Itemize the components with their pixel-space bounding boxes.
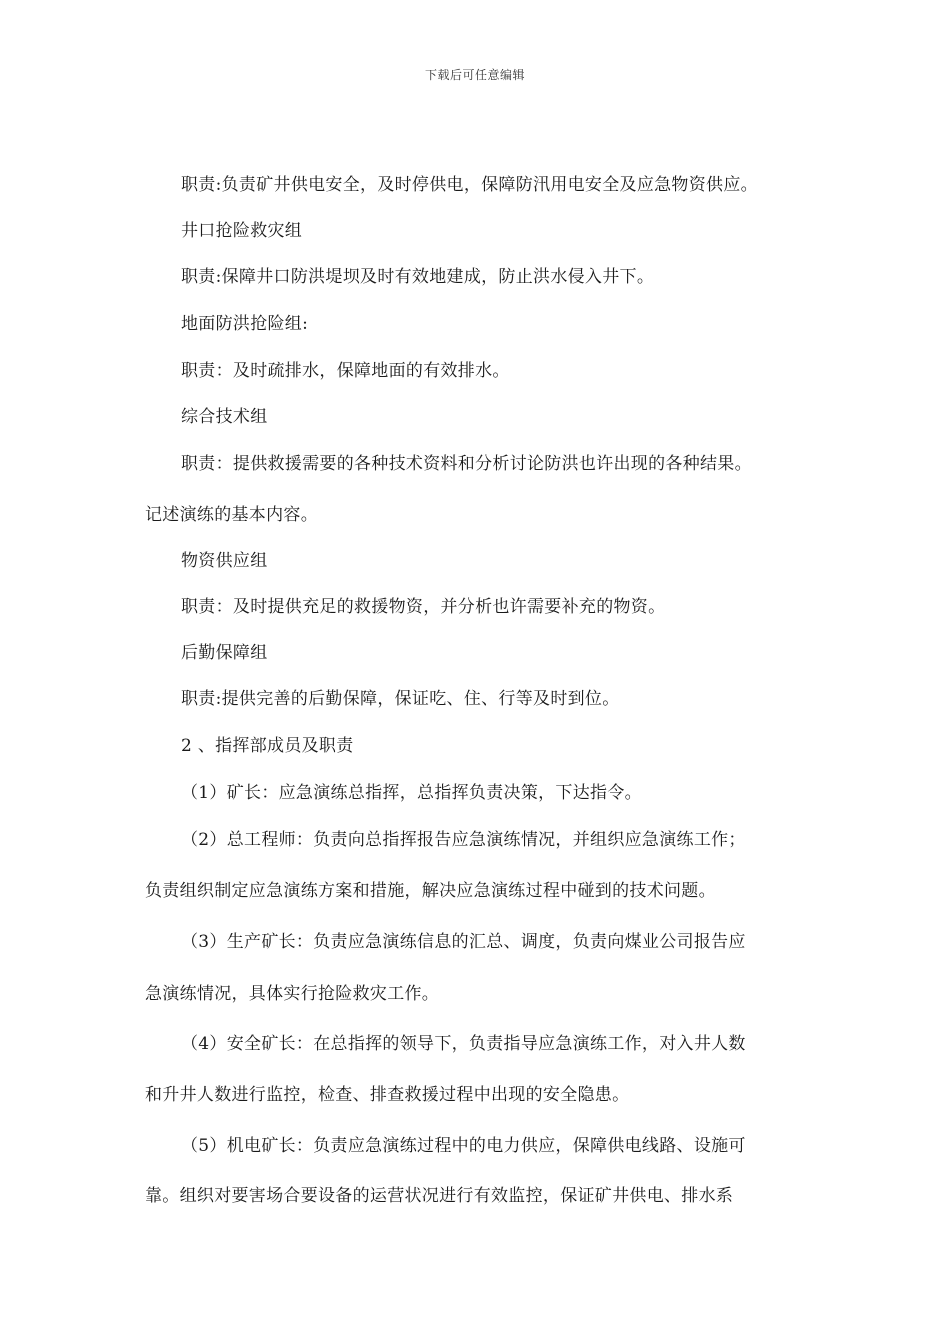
paragraph-line: （1）矿长：应急演练总指挥，总指挥负责决策，下达指令。: [181, 783, 642, 803]
header-note: 下载后可任意编辑: [424, 68, 525, 82]
section-heading: 后勤保障组: [181, 643, 268, 663]
paragraph-line: 急演练情况，具体实行抢险救灾工作。: [145, 984, 440, 1004]
paragraph-line: 职责:负责矿井供电安全，及时停供电，保障防汛用电安全及应急物资供应。: [181, 175, 758, 195]
paragraph-line: （3）生产矿长：负责应急演练信息的汇总、调度，负责向煤业公司报告应: [181, 932, 746, 952]
paragraph-line: 职责：提供救援需要的各种技术资料和分析讨论防洪也许出现的各种结果。: [181, 454, 752, 474]
paragraph-line: （2）总工程师：负责向总指挥报告应急演练情况，并组织应急演练工作；: [181, 830, 746, 850]
section-heading: 井口抢险救灾组: [181, 221, 303, 241]
section-heading: 地面防洪抢险组:: [181, 314, 309, 334]
section-heading: 物资供应组: [181, 551, 268, 571]
paragraph-line: 职责:保障井口防洪堤坝及时有效地建成，防止洪水侵入井下。: [181, 267, 655, 287]
paragraph-line: 职责：及时提供充足的救援物资，并分析也许需要补充的物资。: [181, 597, 666, 617]
paragraph-line: （5）机电矿长：负责应急演练过程中的电力供应，保障供电线路、设施可: [181, 1136, 746, 1156]
paragraph-line: 和升井人数进行监控，检查、排查救援过程中出现的安全隐患。: [145, 1085, 630, 1105]
paragraph-line: 负责组织制定应急演练方案和措施，解决应急演练过程中碰到的技术问题。: [145, 881, 716, 901]
section-heading: 2 、指挥部成员及职责: [181, 736, 354, 756]
paragraph-line: 靠。组织对要害场合要设备的运营状况进行有效监控，保证矿井供电、排水系: [145, 1186, 734, 1206]
paragraph-line: 记述演练的基本内容。: [145, 505, 318, 525]
paragraph-line: （4）安全矿长：在总指挥的领导下，负责指导应急演练工作，对入井人数: [181, 1034, 746, 1054]
section-heading: 综合技术组: [181, 407, 268, 427]
paragraph-line: 职责:提供完善的后勤保障，保证吃、住、行等及时到位。: [181, 689, 620, 709]
paragraph-line: 职责：及时疏排水，保障地面的有效排水。: [181, 361, 510, 381]
